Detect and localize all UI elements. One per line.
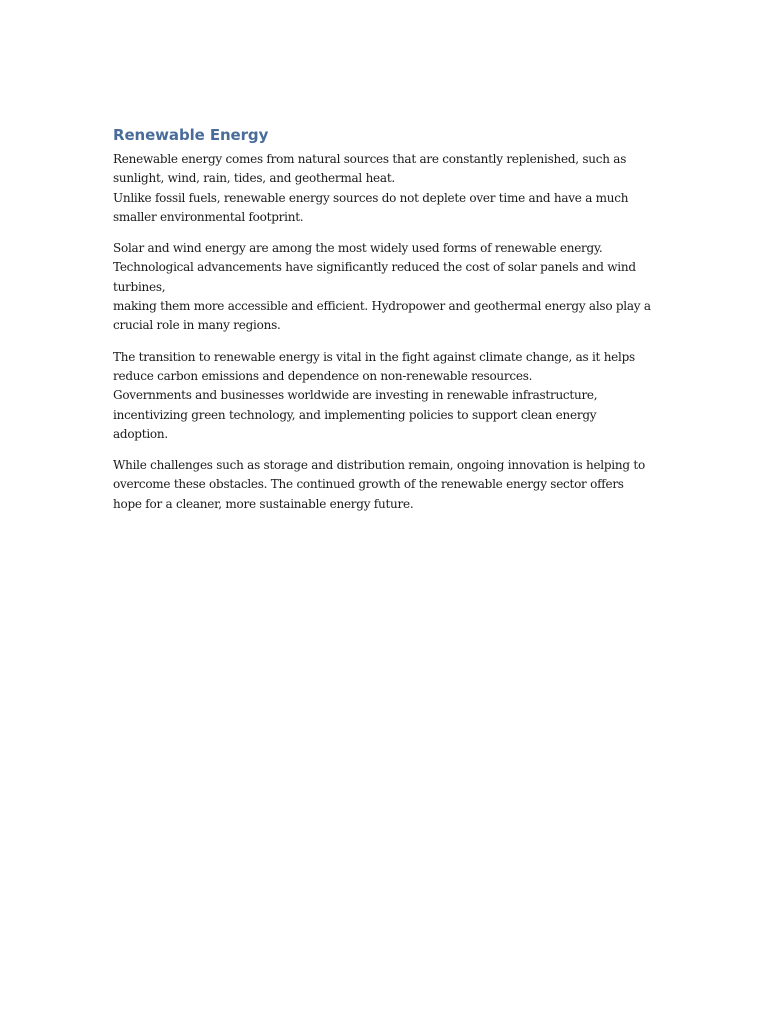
paragraph-line: turbines,: [113, 279, 166, 294]
paragraph-line: reduce carbon emissions and dependence on non-renewable resources.: [113, 368, 533, 383]
paragraph-line: overcome these obstacles. The continued growth of the renewable energy sector offers: [113, 477, 624, 492]
paragraph-line: Unlike fossil fuels, renewable energy sources do not deplete over time and have a much: [113, 190, 629, 205]
document-body: [113, 124, 658, 526]
paragraph-line: smaller environmental footprint.: [113, 209, 304, 224]
paragraph-transition: [113, 348, 658, 444]
paragraph-intro: [113, 150, 658, 227]
paragraph-line: crucial role in many regions.: [113, 318, 281, 333]
paragraph-line: hope for a cleaner, more sustainable energy future.: [113, 496, 414, 511]
paragraph-line: While challenges such as storage and distribution remain, ongoing innovation is helping to: [113, 458, 645, 473]
paragraph-line: sunlight, wind, rain, tides, and geothermal heat.: [113, 171, 395, 186]
paragraph-line: The transition to renewable energy is vital in the fight against climate change, as it helps: [113, 349, 635, 364]
document-title: Renewable Energy: [113, 126, 269, 144]
paragraph-line: adoption.: [113, 426, 168, 441]
paragraph-line: Technological advancements have significantly reduced the cost of solar panels and wind: [113, 260, 636, 275]
paragraph-line: Renewable energy comes from natural sources that are constantly replenished, such as: [113, 152, 627, 166]
paragraph-line: Governments and businesses worldwide are investing in renewable infrastructure,: [113, 388, 598, 403]
paragraph-line: Solar and wind energy are among the most widely used forms of renewable energy.: [113, 241, 603, 256]
paragraph-line: incentivizing green technology, and implementing policies to support clean energy: [113, 407, 597, 422]
paragraph-line: making them more accessible and efficient. Hydropower and geothermal energy also play a: [113, 299, 651, 314]
paragraph-solar-wind: [113, 239, 658, 335]
paragraph-challenges: [113, 456, 658, 514]
